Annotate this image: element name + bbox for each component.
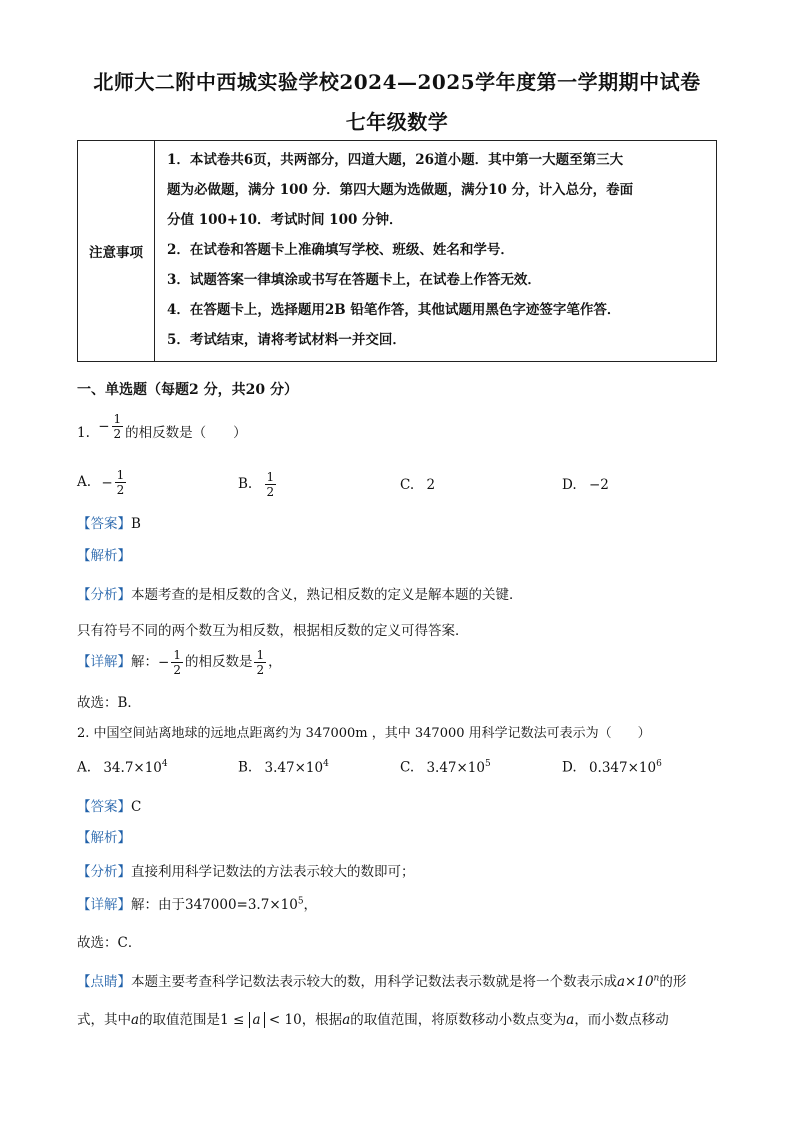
exam-subtitle: 七年级数学 xyxy=(345,110,449,134)
dianjing-tag: 【点睛】 xyxy=(77,974,131,990)
option-b: B. $3.47\times 10^4$ xyxy=(238,759,329,776)
question-1 xyxy=(77,412,247,441)
fraction: $\frac{1}{2}$ xyxy=(256,648,265,677)
notice-line: 分值 100+10．考试时间 100 分钟． xyxy=(167,212,403,228)
fraction: $\frac{1}{2}$ xyxy=(113,412,122,441)
fraction: $\frac{1}{2}$ xyxy=(266,470,275,499)
detail-line: 【详解】解：− $\frac{1}{2}$ 的相反数是 $\frac{1}{2}$ ， xyxy=(77,648,282,677)
analysis-line: 【分析】直接利用科学记数法的方法表示较大的数即可； xyxy=(77,864,415,880)
fraction: $\frac{1}{2}$ xyxy=(173,648,181,677)
section-heading: 一、单选题（每题2 分，共20 分） xyxy=(77,382,298,398)
answer-tag: 【答案】 xyxy=(77,799,131,815)
fenxi-tag: 【分析】 xyxy=(77,587,131,603)
notice-line: 2．在试卷和答题卡上准确填写学校、班级、姓名和学号． xyxy=(167,242,514,258)
option-b: B. $\frac{1}{2}$ xyxy=(238,470,275,499)
detail-line: 【详解】解：由于$347000=3.7\times 10^5$， xyxy=(77,896,318,913)
detail-tag: 【详解】 xyxy=(77,897,131,913)
answer-line xyxy=(77,512,141,532)
remark-line: 式，其中a的取值范围是1 ≤ a < 10，根据a的取值范围，将原数移动小数点变为a，而小数点移动 xyxy=(77,1012,669,1028)
option-c: C. $3.47\times 10^5$ xyxy=(400,759,491,776)
notice-line: 4．在答题卡上，选择题用2B 铅笔作答，其他试题用黑色字迹签字笔作答． xyxy=(167,302,621,318)
question-number: 1. xyxy=(77,425,90,441)
answer-line xyxy=(77,795,141,815)
notice-line: 1．本试卷共6页，共两部分，四道大题，26道小题．其中第一大题至第三大 xyxy=(167,152,624,168)
notice-label: 注意事项 xyxy=(78,141,155,362)
option-a: A. $34.7\times 10^4$ xyxy=(77,759,168,776)
fraction: $\frac{1}{2}$ xyxy=(116,468,125,497)
question-2: 2. 中国空间站离地球的远地点距离约为 347000m ，其中 347000 用科学记数法可表示为（ ） xyxy=(77,726,651,741)
option-a: A. − $\frac{1}{2}$ xyxy=(77,468,125,497)
absolute-value: a xyxy=(249,1012,265,1028)
option-d: D. $0.347\times 10^6$ xyxy=(562,759,662,776)
analysis-tag: 【解析】 xyxy=(77,830,131,846)
choose-line: 故选：B． xyxy=(77,695,141,711)
remark-line: 【点睛】本题主要考查科学记数法表示较大的数，用科学记数法表示数就是将一个数表示成$a\times 10^n$的形 xyxy=(77,973,687,990)
fenxi-tag: 【分析】 xyxy=(77,864,131,880)
option-d: D. −2 xyxy=(562,477,609,493)
choose-line: 故选：C． xyxy=(77,935,142,951)
answer-tag: 【答案】 xyxy=(77,516,131,532)
option-c: C. 2 xyxy=(400,477,436,493)
analysis-line: 【分析】本题考查的是相反数的含义，熟记相反数的定义是解本题的关键． xyxy=(77,587,523,603)
frac-sign: − xyxy=(98,418,110,435)
notice-line: 3．试题答案一律填涂或书写在答题卡上，在试卷上作答无效． xyxy=(167,272,541,288)
notice-table xyxy=(77,140,717,362)
answer-value: C xyxy=(131,799,142,815)
exam-title: 北师大二附中西城实验学校2024—2025学年度第一学期期中试卷 xyxy=(93,70,701,94)
answer-value: B xyxy=(131,516,141,532)
notice-line: 5．考试结束，请将考试材料一并交回． xyxy=(167,332,406,348)
detail-tag: 【详解】 xyxy=(77,654,131,670)
analysis-line: 只有符号不同的两个数互为相反数，根据相反数的定义可得答案． xyxy=(77,623,469,639)
notice-content xyxy=(155,141,717,362)
question-stem: 的相反数是（ ） xyxy=(125,425,247,441)
notice-line: 题为必做题，满分 100 分．第四大题为选做题，满分10 分，计入总分，卷面 xyxy=(167,182,634,198)
analysis-tag: 【解析】 xyxy=(77,548,131,564)
